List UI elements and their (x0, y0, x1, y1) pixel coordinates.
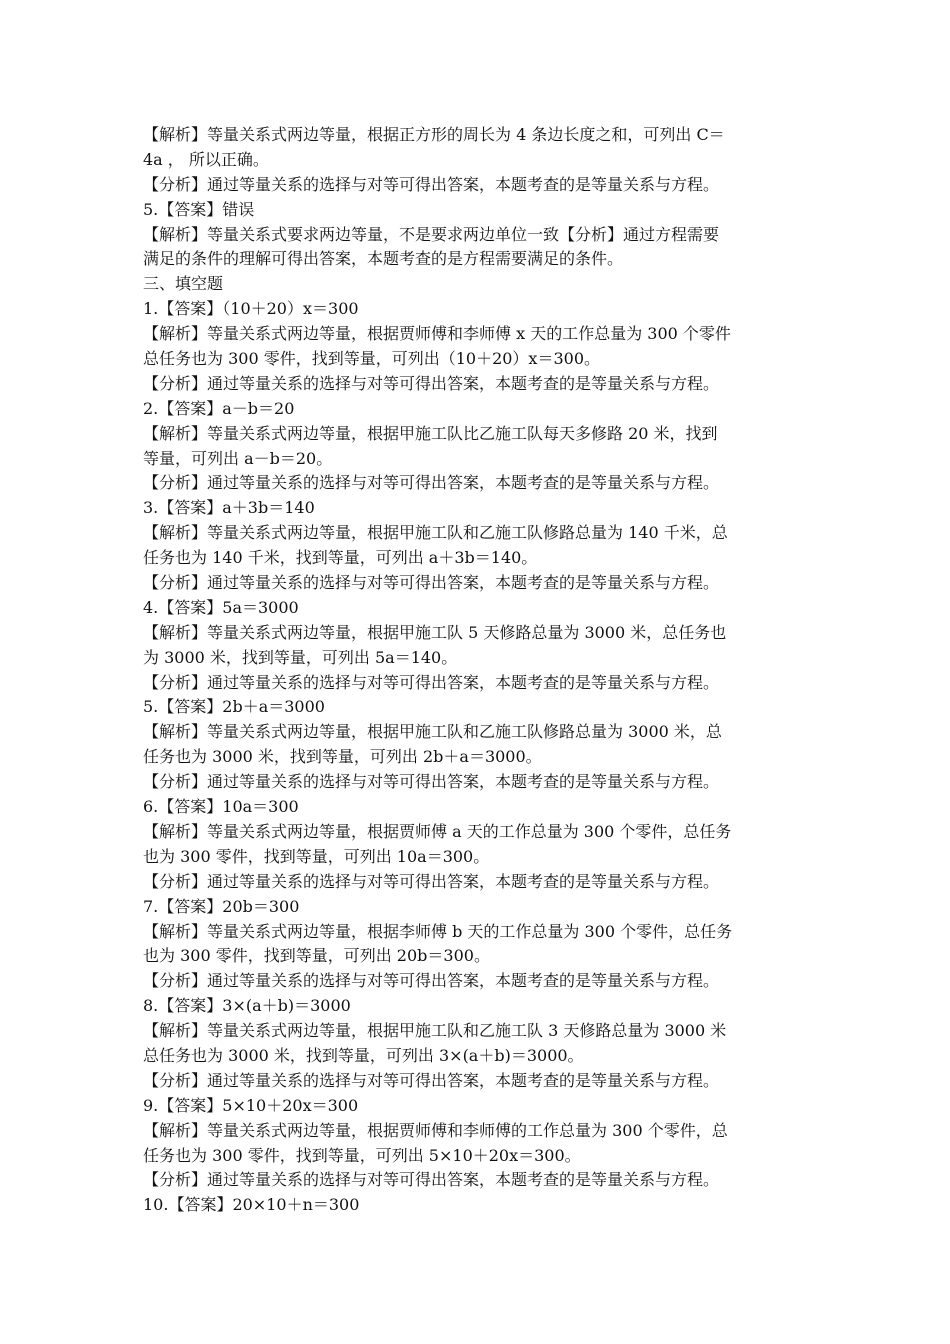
text-line: 4.【答案】5a＝3000 (143, 597, 299, 617)
text-line: 三、填空题 (143, 274, 224, 294)
text-line: 9.【答案】5×10＋20x＝300 (143, 1095, 359, 1115)
text-line: 等量，可列出 a－b＝20。 (143, 448, 333, 468)
text-line: 为 3000 米，找到等量，可列出 5a＝140。 (143, 647, 458, 667)
text-line: 【分析】通过等量关系的选择与对等可得出答案，本题考查的是等量关系与方程。 (143, 772, 720, 792)
text-line: 10.【答案】20×10＋n＝300 (143, 1195, 360, 1215)
text-line: 【分析】通过等量关系的选择与对等可得出答案，本题考查的是等量关系与方程。 (143, 871, 720, 891)
text-line: 2.【答案】a－b＝20 (143, 398, 295, 418)
text-line: 【解析】等量关系式两边等量，根据贾师傅和李师傅 x 天的工作总量为 300 个零件 (143, 324, 731, 344)
text-line: 【解析】等量关系式两边等量，根据甲施工队和乙施工队修路总量为 140 千米，总 (143, 523, 728, 543)
text-line: 【分析】通过等量关系的选择与对等可得出答案，本题考查的是等量关系与方程。 (143, 174, 720, 194)
document-body (143, 123, 811, 1218)
text-line: 总任务也为 300 零件，找到等量，可列出（10＋20）x＝300。 (143, 349, 600, 369)
text-line: 5.【答案】2b＋a＝3000 (143, 697, 325, 717)
text-line: 也为 300 零件，找到等量，可列出 10a＝300。 (143, 846, 490, 866)
text-line: 【解析】等量关系式两边等量，根据甲施工队 5 天修路总量为 3000 米，总任务也 (143, 622, 727, 642)
text-line: 满足的条件的理解可得出答案，本题考查的是方程需要满足的条件。 (143, 249, 624, 269)
text-line: 【分析】通过等量关系的选择与对等可得出答案，本题考查的是等量关系与方程。 (143, 473, 720, 493)
text-line: 也为 300 零件，找到等量，可列出 20b＝300。 (143, 946, 490, 966)
text-line: 8.【答案】3×(a＋b)＝3000 (143, 996, 351, 1016)
text-line: 【分析】通过等量关系的选择与对等可得出答案，本题考查的是等量关系与方程。 (143, 373, 720, 393)
text-line: 3.【答案】a＋3b＝140 (143, 498, 315, 518)
text-line: 【解析】等量关系式两边等量，根据甲施工队和乙施工队 3 天修路总量为 3000 米 (143, 1021, 727, 1041)
text-line: 总任务也为 3000 米，找到等量，可列出 3×(a＋b)＝3000。 (143, 1045, 584, 1065)
text-line: 【分析】通过等量关系的选择与对等可得出答案，本题考查的是等量关系与方程。 (143, 1070, 720, 1090)
text-line: 【分析】通过等量关系的选择与对等可得出答案，本题考查的是等量关系与方程。 (143, 672, 720, 692)
text-line: 任务也为 3000 米，找到等量，可列出 2b＋a＝3000。 (143, 747, 542, 767)
text-line: 【分析】通过等量关系的选择与对等可得出答案，本题考查的是等量关系与方程。 (143, 971, 720, 991)
text-line: 【分析】通过等量关系的选择与对等可得出答案，本题考查的是等量关系与方程。 (143, 573, 720, 593)
text-line: 4a ， 所以正确。 (143, 149, 269, 169)
text-line: 【解析】等量关系式两边等量，根据李师傅 b 天的工作总量为 300 个零件，总任务 (143, 921, 733, 941)
text-line: 5.【答案】错误 (143, 199, 255, 219)
text-line: 7.【答案】20b＝300 (143, 896, 300, 916)
text-line: 【解析】等量关系式两边等量，根据甲施工队比乙施工队每天多修路 20 米，找到 (143, 423, 718, 443)
text-line: 任务也为 140 千米，找到等量，可列出 a＋3b＝140。 (143, 548, 538, 568)
text-line: 6.【答案】10a＝300 (143, 797, 299, 817)
text-line: 【解析】等量关系式两边等量，根据正方形的周长为 4 条边长度之和，可列出 C＝ (143, 125, 725, 144)
text-line: 【解析】等量关系式两边等量，根据贾师傅和李师傅的工作总量为 300 个零件，总 (143, 1120, 728, 1140)
text-line: 【解析】等量关系式要求两边等量，不是要求两边单位一致【分析】通过方程需要 (143, 224, 720, 244)
text-line: 【解析】等量关系式两边等量，根据贾师傅 a 天的工作总量为 300 个零件，总任务 (143, 821, 732, 841)
text-line: 任务也为 300 零件，找到等量，可列出 5×10＋20x＝300。 (143, 1145, 581, 1165)
text-line: 【解析】等量关系式两边等量，根据甲施工队和乙施工队修路总量为 3000 米，总 (143, 722, 722, 742)
text-line: 【分析】通过等量关系的选择与对等可得出答案，本题考查的是等量关系与方程。 (143, 1170, 720, 1190)
text-line: 1.【答案】（10＋20）x＝300 (143, 299, 359, 319)
